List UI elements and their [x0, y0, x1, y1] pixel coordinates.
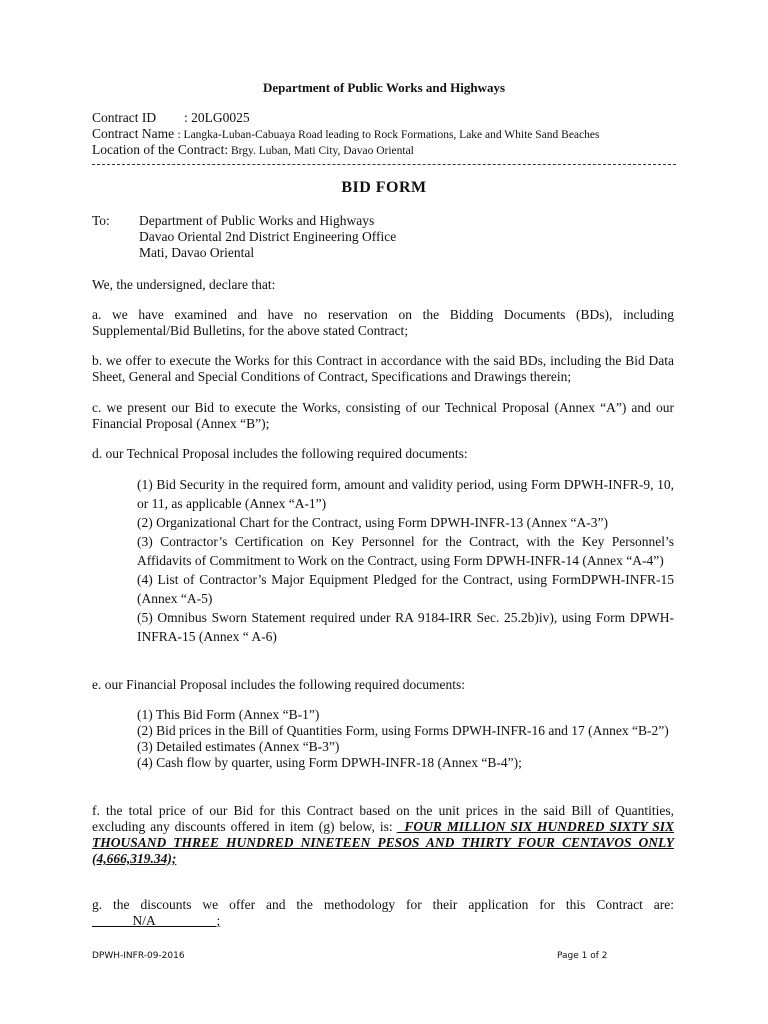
clause-c: c. we present our Bid to execute the Works, consisting of our Technical Proposal (Annex “A”) and our Financial Proposal (Annex “B”); [92, 400, 674, 431]
clause-d: d. our Technical Proposal includes the following required documents: [92, 446, 468, 461]
list-item: (2) Organizational Chart for the Contract, using Form DPWH-INFR-13 (Annex “A-3”) [137, 515, 609, 530]
list-item: (3) Contractor’s Certification on Key Personnel for the Contract, with the Key Personnel’s Affidavits of Commitment to Work on the Contract, using Form DPWH-INFR-14 (Annex “A-4”) [137, 534, 674, 568]
to-label: To: [92, 213, 110, 228]
addressee-line-2: Davao Oriental 2nd District Engineering Office [139, 229, 397, 244]
financial-docs-list [137, 707, 674, 771]
addressee-line-3: Mati, Davao Oriental [139, 245, 255, 260]
clause-g [92, 897, 674, 929]
location-value: Brgy. Luban, Mati City, Davao Oriental [228, 145, 414, 157]
list-item: (1) Bid Security in the required form, amount and validity period, using Form DPWH-INFR-9, 10, or 11, as applicable (Annex “A-1”) [137, 477, 674, 511]
clause-f-text: f. the total price of our Bid for this Contract based on the unit prices in the said Bill of Quantities, excluding any discounts offered in item (g) below, is: [92, 803, 674, 834]
location-row [92, 142, 414, 158]
contract-name-value: : Langka-Luban-Cabuaya Road leading to Rock Formations, Lake and White Sand Beaches [177, 129, 600, 141]
list-item: (2) Bid prices in the Bill of Quantities Form, using Forms DPWH-INFR-16 and 17 (Annex “B-2”) [137, 723, 669, 738]
contract-id-row [92, 110, 250, 126]
bid-form-title: BID FORM [341, 179, 427, 196]
clause-a: a. we have examined and have no reservation on the Bidding Documents (BDs), including Supplemental/Bid Bulletins, for the above stated Contract; [92, 307, 674, 338]
department-heading: Department of Public Works and Highways [262, 80, 506, 95]
bid-amount: _FOUR MILLION SIX HUNDRED SIXTY SIX THOUSAND THREE HUNDRED NINETEEN PESOS AND THIRTY FOUR CENTAVOS ONLY (4,666,319.34); [92, 819, 675, 866]
clause-f [92, 803, 674, 867]
location-label: Location of the Contract: [92, 142, 229, 157]
contract-id-value: : 20LG0025 [184, 110, 250, 125]
addressee-line-1: Department of Public Works and Highways [139, 213, 375, 228]
technical-docs-list [137, 475, 674, 646]
contract-name-row [92, 126, 599, 142]
list-item: (4) Cash flow by quarter, using Form DPWH-INFR-18 (Annex “B-4”); [137, 755, 522, 770]
form-code: DPWH-INFR-09-2016 [92, 951, 185, 961]
list-item: (4) List of Contractor’s Major Equipment Pledged for the Contract, using FormDPWH-INFR-15 (Annex “A-5) [137, 572, 674, 606]
list-item: (3) Detailed estimates (Annex “B-3”) [137, 739, 340, 754]
list-item: (5) Omnibus Sworn Statement required under RA 9184-IRR Sec. 25.2b)iv), using Form DPWH-INFRA-15 (Annex “ A-6) [137, 610, 674, 644]
contract-name-label: Contract Name [92, 126, 175, 141]
list-item: (1) This Bid Form (Annex “B-1”) [137, 707, 320, 722]
clause-e: e. our Financial Proposal includes the following required documents: [92, 677, 466, 692]
page-number: Page 1 of 2 [557, 951, 608, 961]
contract-id-label: Contract ID [92, 110, 157, 125]
discount-value: ______N/A_________; [92, 913, 221, 928]
dashed-divider [92, 164, 676, 165]
clause-g-text: g. the discounts we offer and the methodology for their application for this Contract are: [92, 897, 674, 912]
intro-paragraph: We, the undersigned, declare that: [92, 277, 276, 292]
clause-b: b. we offer to execute the Works for this Contract in accordance with the said BDs, including the Bid Data Sheet, General and Special Conditions of Contract, Specifications and Drawings therein; [92, 353, 674, 384]
